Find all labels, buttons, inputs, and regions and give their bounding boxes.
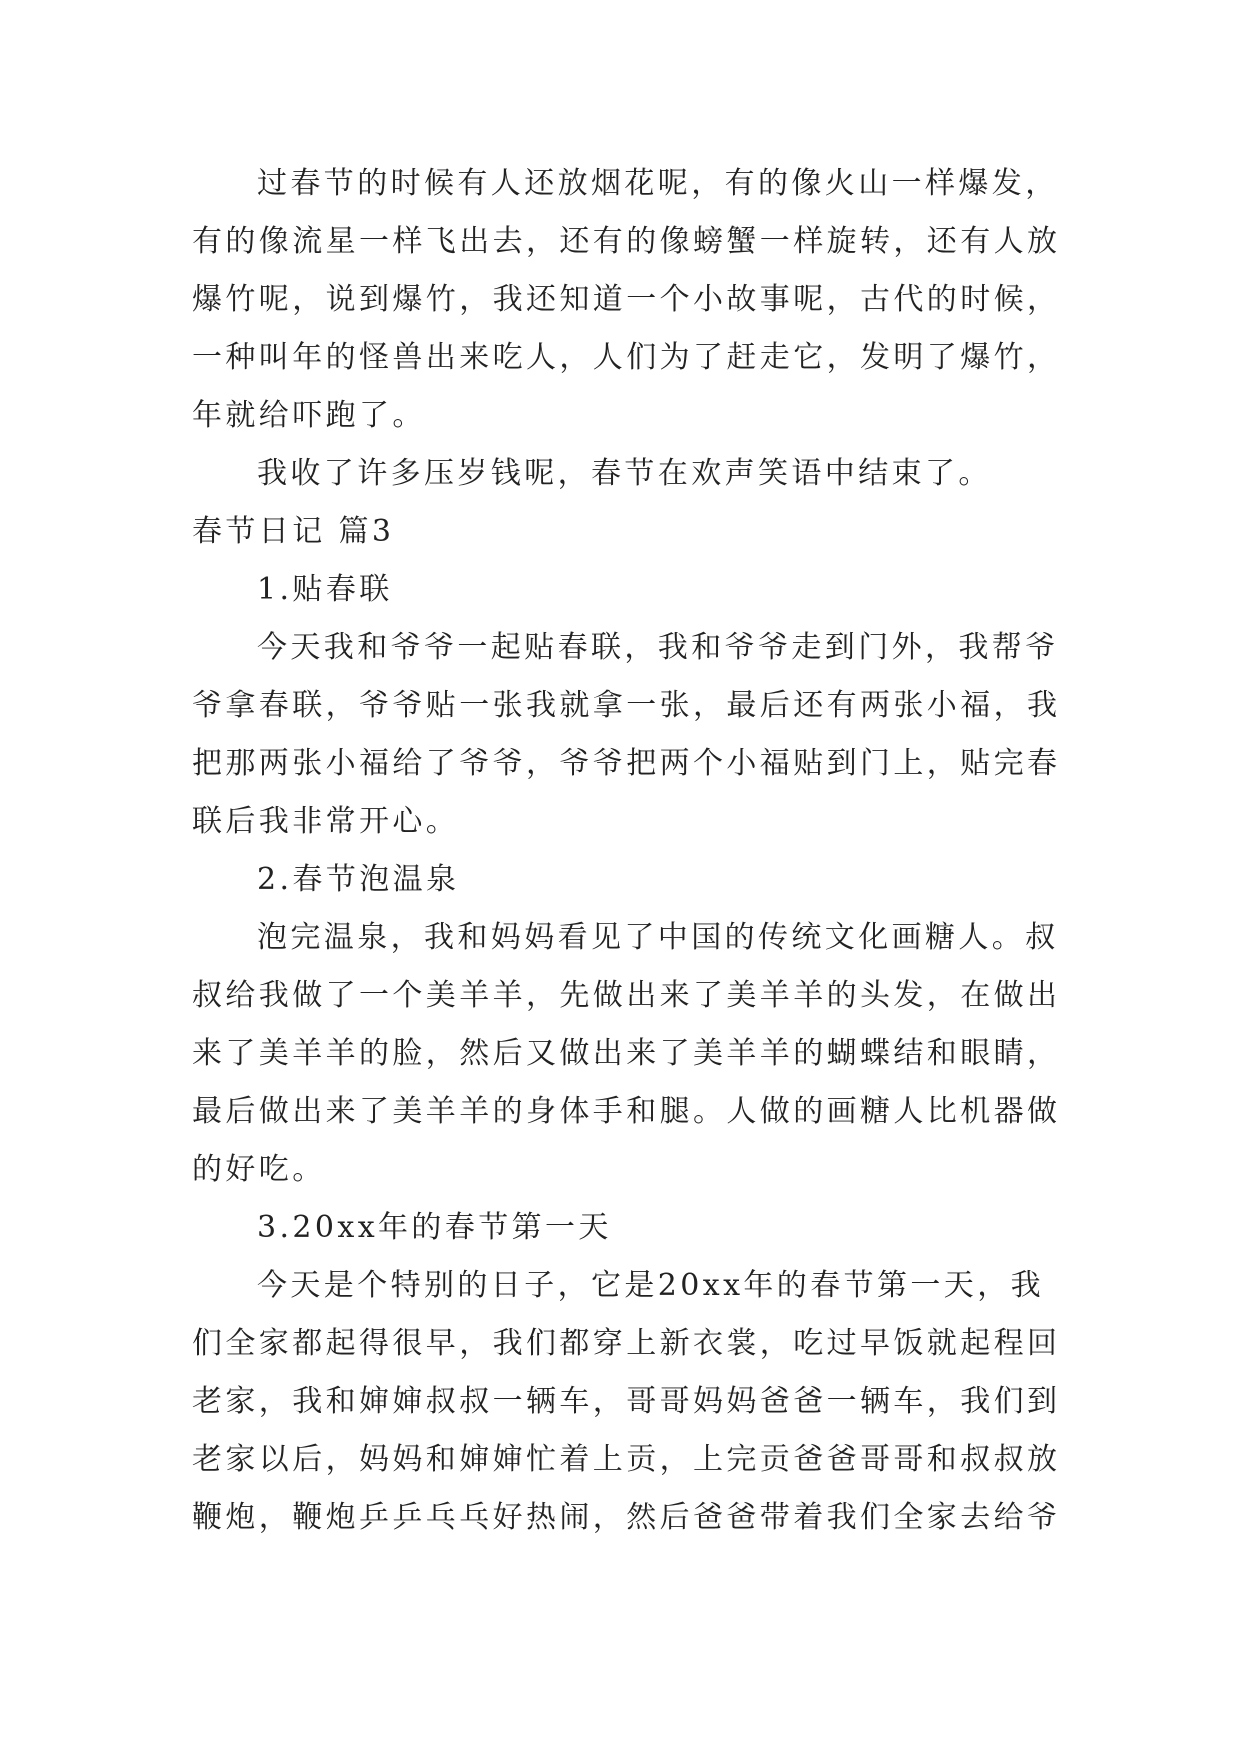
- paragraph-line: 一种叫年的怪兽出来吃人，人们为了赶走它，发明了爆竹，: [192, 340, 1061, 375]
- paragraph-line: 老家以后，妈妈和婶婶忙着上贡，上完贡爸爸哥哥和叔叔放: [192, 1442, 1061, 1477]
- document-body: [192, 155, 1092, 1547]
- paragraph-line: 鞭炮，鞭炮乒乒乓乓好热闹，然后爸爸带着我们全家去给爷: [192, 1500, 1061, 1535]
- subheading: 3.20xx年的春节第一天: [257, 1210, 612, 1245]
- paragraph-line: 的好吃。: [192, 1152, 326, 1187]
- paragraph-line: 来了美羊羊的脸，然后又做出来了美羊羊的蝴蝶结和眼睛，: [192, 1036, 1061, 1071]
- subheading: 2.春节泡温泉: [257, 862, 460, 897]
- paragraph-line: 老家，我和婶婶叔叔一辆车，哥哥妈妈爸爸一辆车，我们到: [192, 1384, 1061, 1419]
- paragraph-line: 叔给我做了一个美羊羊，先做出来了美羊羊的头发，在做出: [192, 978, 1061, 1013]
- paragraph-line: 年就给吓跑了。: [192, 398, 426, 433]
- paragraph-line: 泡完温泉，我和妈妈看见了中国的传统文化画糖人。叔: [257, 920, 1059, 955]
- paragraph-line: 们全家都起得很早，我们都穿上新衣裳，吃过早饭就起程回: [192, 1326, 1061, 1361]
- paragraph-line: 联后我非常开心。: [192, 804, 460, 839]
- paragraph-line: 有的像流星一样飞出去，还有的像螃蟹一样旋转，还有人放: [192, 224, 1061, 259]
- paragraph-line: 今天我和爷爷一起贴春联，我和爷爷走到门外，我帮爷: [257, 630, 1059, 665]
- paragraph-line: 最后做出来了美羊羊的身体手和腿。人做的画糖人比机器做: [192, 1094, 1061, 1129]
- section-title: 春节日记 篇3: [192, 514, 395, 549]
- paragraph-line: 爆竹呢，说到爆竹，我还知道一个小故事呢，古代的时候，: [192, 282, 1061, 317]
- paragraph-line: 过春节的时候有人还放烟花呢，有的像火山一样爆发，: [257, 166, 1059, 201]
- paragraph-line: 今天是个特别的日子，它是20xx年的春节第一天，我: [257, 1268, 1045, 1303]
- subheading: 1.贴春联: [257, 572, 393, 607]
- paragraph-line: 我收了许多压岁钱呢，春节在欢声笑语中结束了。: [257, 456, 992, 491]
- paragraph-line: 爷拿春联，爷爷贴一张我就拿一张，最后还有两张小福，我: [192, 688, 1061, 723]
- paragraph-line: 把那两张小福给了爷爷，爷爷把两个小福贴到门上，贴完春: [192, 746, 1061, 781]
